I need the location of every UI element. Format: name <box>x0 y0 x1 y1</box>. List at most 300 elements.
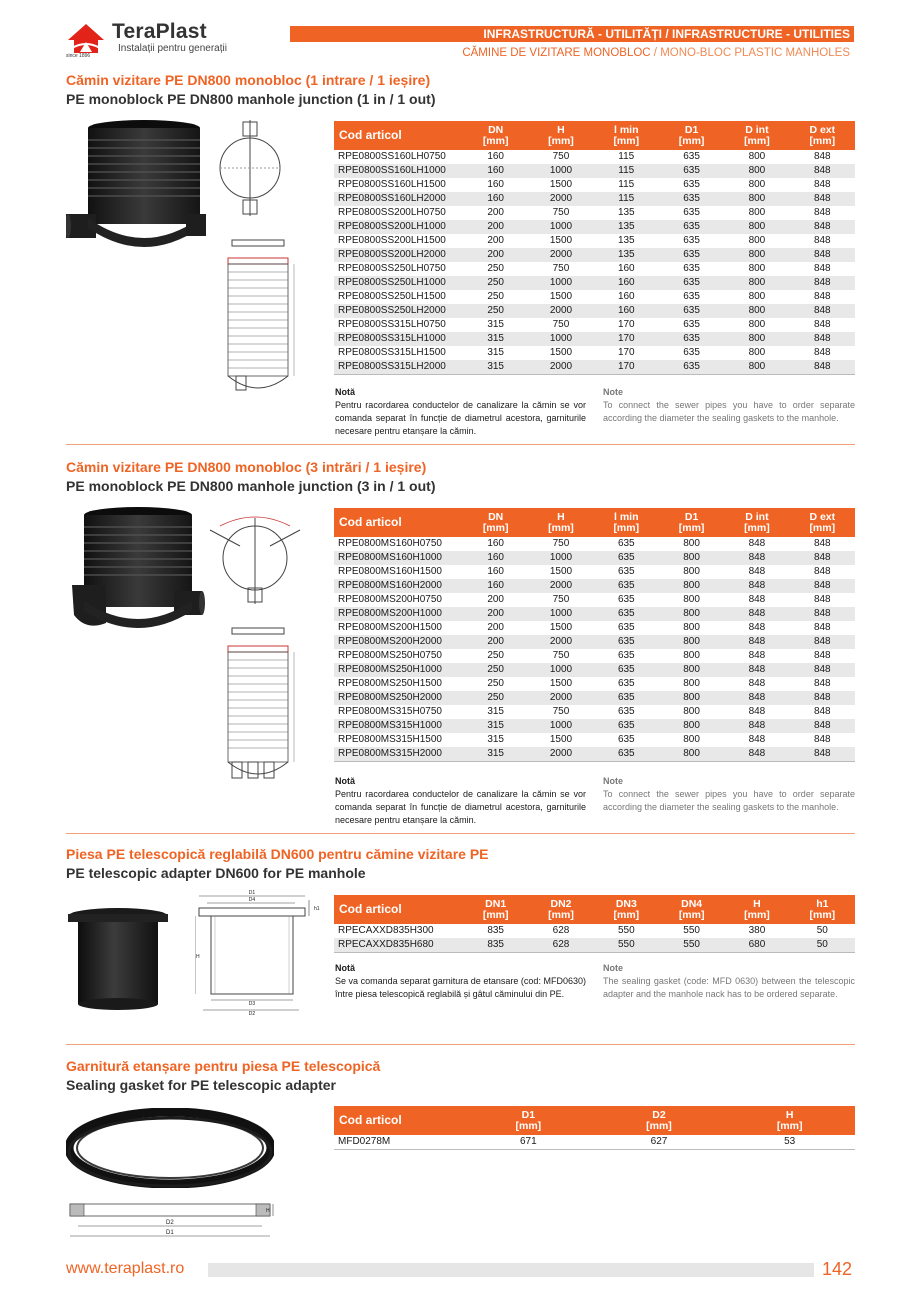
cell-value: 848 <box>790 635 855 649</box>
cell-value: 315 <box>487 347 504 358</box>
cell-value: 380 <box>748 925 766 936</box>
cell-article-code: RPE0800SS160LH1000 <box>334 164 463 178</box>
cell-value: 848 <box>813 291 831 302</box>
cell-value: 800 <box>683 566 700 577</box>
sealing-gasket-photo <box>66 1108 274 1193</box>
cell-value: 635 <box>594 747 659 762</box>
cell-value: 1500 <box>549 566 573 577</box>
cell-value: 800 <box>659 635 724 649</box>
cell-value: 800 <box>659 551 724 565</box>
col-header: D int [mm] <box>724 508 789 537</box>
cell-article-code: RPE0800MS160H0750 <box>338 538 442 549</box>
col-header: l min [mm] <box>594 508 659 537</box>
cell-value: 1000 <box>528 276 593 290</box>
cell-value: 315 <box>463 332 528 346</box>
cell-value: 848 <box>790 579 855 593</box>
cell-value: 115 <box>618 151 635 162</box>
table-row <box>334 691 855 705</box>
table-row <box>334 150 855 164</box>
cell-article-code: RPE0800SS160LH2000 <box>334 192 463 206</box>
cell-value: 848 <box>813 650 831 661</box>
cell-value: 671 <box>463 1135 594 1150</box>
cell-value: 635 <box>659 276 724 290</box>
cell-value: 1000 <box>528 164 593 178</box>
dim-label: D4 <box>248 897 256 903</box>
cell-article-code: RPE0800MS315H2000 <box>334 747 463 762</box>
cell-value: 848 <box>748 594 766 605</box>
cell-article-code: RPE0800MS200H0750 <box>338 594 442 605</box>
cell-value: 1500 <box>549 235 573 246</box>
cell-value: 848 <box>724 635 789 649</box>
cell-value: 635 <box>659 304 724 318</box>
cell-value: 848 <box>748 650 766 661</box>
cell-value: 800 <box>659 663 724 677</box>
cell-value: 848 <box>790 719 855 733</box>
cell-value: 635 <box>617 566 635 577</box>
cell-value: 800 <box>748 207 766 218</box>
cell-article-code: RPE0800MS160H1500 <box>338 566 442 577</box>
cell-value: 848 <box>724 663 789 677</box>
cell-value: 750 <box>552 263 570 274</box>
cell-value: 135 <box>617 235 635 246</box>
cell-value: 848 <box>813 594 831 605</box>
cell-article-code: RPE0800MS250H2000 <box>334 691 463 705</box>
cell-value: 160 <box>487 566 504 577</box>
cell-value: 800 <box>748 263 766 274</box>
cell-value: 1500 <box>549 734 573 745</box>
dim-label: D2 <box>166 1220 174 1226</box>
cell-value: 635 <box>683 263 700 274</box>
col-header-code: Cod articol <box>334 508 463 537</box>
cell-value: 848 <box>724 551 789 565</box>
table-row <box>334 607 855 621</box>
cell-value: 800 <box>683 538 700 549</box>
cell-value: 550 <box>683 925 700 936</box>
cell-value: 200 <box>463 607 528 621</box>
cell-value: 200 <box>487 594 504 605</box>
cell-value: 635 <box>594 719 659 733</box>
col-header: H [mm] <box>724 895 789 924</box>
cell-value: 848 <box>748 622 766 633</box>
cell-article-code: RPE0800MS250H0750 <box>338 650 442 661</box>
cell-value: 848 <box>748 734 766 745</box>
manhole-3in1out-top-drawing <box>200 508 310 613</box>
col-header-code: Cod articol <box>334 1106 463 1135</box>
cell-article-code: RPE0800SS250LH1000 <box>334 276 463 290</box>
cell-value: 750 <box>552 538 570 549</box>
note-ro: Notă Pentru racordarea conductelor de canalizare la cămin se vor comanda separat în funcție de diametrul acestora, garniturile necesare pentru etanșare la cămin. <box>335 776 586 825</box>
cell-value: 50 <box>816 925 828 936</box>
cell-value: 800 <box>659 747 724 762</box>
table-row <box>334 276 855 290</box>
cell-value: 800 <box>683 734 700 745</box>
table-row <box>334 747 855 762</box>
table-row <box>334 621 855 635</box>
cell-value: 635 <box>683 207 700 218</box>
note-ro: Notă Se va comanda separat garnitura de etansare (cod: MFD0630) între piesa telescopică reglabilă și gâtul căminului din PE. <box>335 963 586 999</box>
cell-article-code: RPE0800SS315LH2000 <box>334 360 463 375</box>
table-row <box>334 579 855 593</box>
cell-value: 2000 <box>528 691 593 705</box>
col-header: H [mm] <box>528 508 593 537</box>
section-subtitle: Sealing gasket for PE telescopic adapter <box>66 1077 336 1093</box>
cell-article-code: RPE0800MS250H1000 <box>334 663 463 677</box>
cell-value: 2000 <box>528 360 593 375</box>
cell-value: 800 <box>724 248 789 262</box>
cell-value: 800 <box>683 594 700 605</box>
cell-value: 250 <box>487 650 504 661</box>
cell-value: 800 <box>659 607 724 621</box>
cell-value: 635 <box>617 650 635 661</box>
cell-value: 848 <box>813 319 831 330</box>
cell-article-code: RPECAXXD835H300 <box>338 925 434 936</box>
cell-article-code: RPE0800SS250LH2000 <box>334 304 463 318</box>
cell-value: 135 <box>594 220 659 234</box>
table-row <box>334 290 855 304</box>
note-ro: Notă Pentru racordarea conductelor de canalizare la cămin se vor comanda separat în funcție de diametrul acestora, garniturile necesare pentru etanșare la cămin. <box>335 387 586 436</box>
cell-article-code: RPE0800MS315H1000 <box>334 719 463 733</box>
brand-tagline: Instalații pentru generații <box>118 43 227 54</box>
logo-house-icon <box>66 22 106 54</box>
col-header: D ext [mm] <box>790 121 855 150</box>
col-header: DN1 [mm] <box>463 895 528 924</box>
cell-article-code: MFD0278M <box>334 1135 463 1150</box>
section-subtitle: PE monoblock PE DN800 manhole junction (3 in / 1 out) <box>66 478 436 494</box>
cell-value: 800 <box>683 678 700 689</box>
cell-article-code: RPE0800MS250H1500 <box>338 678 442 689</box>
cell-value: 848 <box>790 304 855 318</box>
cell-value: 635 <box>617 678 635 689</box>
dim-label: D1 <box>166 1230 174 1236</box>
cell-article-code: RPE0800SS160LH1500 <box>338 179 446 190</box>
cell-value: 800 <box>724 220 789 234</box>
col-header: h1 [mm] <box>790 895 855 924</box>
cell-value: 848 <box>790 360 855 375</box>
table-row <box>334 346 855 360</box>
table-row <box>334 332 855 346</box>
manhole-3in1out-side-drawing <box>218 626 308 796</box>
section-divider <box>66 833 855 834</box>
cell-value: 800 <box>683 622 700 633</box>
col-header-code: Cod articol <box>334 121 463 150</box>
cell-value: 1000 <box>528 551 593 565</box>
cell-value: 800 <box>748 235 766 246</box>
table-telescopic-adapter <box>334 895 855 953</box>
cell-value: 750 <box>552 650 570 661</box>
cell-article-code: RPE0800MS315H0750 <box>338 706 442 717</box>
cell-value: 848 <box>790 248 855 262</box>
cell-value: 1000 <box>528 220 593 234</box>
note-en: Note The sealing gasket (code: MFD 0630) between the telescopic adapter and the manhole nack has to be ordered separate. <box>603 963 855 999</box>
cell-value: 635 <box>594 691 659 705</box>
col-header: DN2 [mm] <box>528 895 593 924</box>
cell-value: 800 <box>659 579 724 593</box>
table-row <box>334 924 855 938</box>
cell-value: 800 <box>748 347 766 358</box>
table-row <box>334 1135 855 1150</box>
cell-value: 315 <box>463 719 528 733</box>
cell-article-code: RPE0800SS200LH0750 <box>338 207 446 218</box>
col-header: DN3 [mm] <box>594 895 659 924</box>
cell-article-code: RPE0800SS160LH0750 <box>338 151 446 162</box>
cell-value: 115 <box>618 179 635 190</box>
cell-value: 750 <box>552 207 570 218</box>
col-header: D ext [mm] <box>790 508 855 537</box>
cell-value: 635 <box>683 347 700 358</box>
cell-value: 160 <box>594 304 659 318</box>
table-row <box>334 663 855 677</box>
dim-label: H <box>196 954 200 960</box>
cell-article-code: RPECAXXD835H680 <box>334 938 463 953</box>
cell-value: 848 <box>790 691 855 705</box>
note-en: Note To connect the sewer pipes you have to order separate according the diameter the sealing gaskets to the manhole. <box>603 387 855 423</box>
cell-article-code: RPE0800SS200LH2000 <box>334 248 463 262</box>
table-manhole-1in1out <box>334 121 855 375</box>
cell-value: 848 <box>813 678 831 689</box>
table-row <box>334 677 855 691</box>
category-bar: INFRASTRUCTURĂ - UTILITĂȚI / INFRASTRUCTURE - UTILITIES <box>290 26 854 42</box>
cell-value: 848 <box>790 747 855 762</box>
cell-value: 680 <box>724 938 789 953</box>
cell-value: 800 <box>659 719 724 733</box>
cell-value: 250 <box>463 304 528 318</box>
col-header: l min [mm] <box>594 121 659 150</box>
cell-value: 160 <box>463 579 528 593</box>
cell-value: 848 <box>813 235 831 246</box>
cell-value: 800 <box>748 179 766 190</box>
cell-value: 250 <box>463 276 528 290</box>
cell-value: 250 <box>463 663 528 677</box>
cell-article-code: RPE0800SS250LH1500 <box>338 291 446 302</box>
dim-label: h1 <box>314 906 320 912</box>
cell-value: 848 <box>790 607 855 621</box>
section-divider <box>66 1044 855 1045</box>
cell-value: 200 <box>487 622 504 633</box>
table-row <box>334 360 855 375</box>
cell-value: 848 <box>748 706 766 717</box>
cell-value: 160 <box>617 291 635 302</box>
cell-value: 635 <box>659 192 724 206</box>
table-row <box>334 248 855 262</box>
cell-value: 1000 <box>528 663 593 677</box>
cell-value: 800 <box>659 691 724 705</box>
cell-value: 848 <box>790 551 855 565</box>
cell-value: 848 <box>813 538 831 549</box>
table-row <box>334 220 855 234</box>
cell-value: 835 <box>463 938 528 953</box>
col-header: D2 [mm] <box>594 1106 725 1135</box>
cell-value: 2000 <box>528 192 593 206</box>
table-row <box>334 164 855 178</box>
telescopic-adapter-photo <box>66 906 170 1017</box>
cell-value: 800 <box>724 192 789 206</box>
table-row <box>334 262 855 276</box>
cell-value: 1000 <box>528 607 593 621</box>
table-row <box>334 649 855 663</box>
table-row <box>334 705 855 719</box>
footer-website-link[interactable]: www.teraplast.ro <box>66 1260 185 1277</box>
cell-value: 848 <box>813 622 831 633</box>
cell-value: 635 <box>594 607 659 621</box>
cell-value: 170 <box>617 347 635 358</box>
cell-value: 2000 <box>528 635 593 649</box>
cell-value: 848 <box>748 678 766 689</box>
cell-value: 160 <box>463 192 528 206</box>
col-header: DN4 [mm] <box>659 895 724 924</box>
table-manhole-3in1out <box>334 508 855 762</box>
cell-value: 848 <box>748 566 766 577</box>
cell-value: 160 <box>463 164 528 178</box>
cell-value: 250 <box>487 678 504 689</box>
cell-value: 800 <box>724 164 789 178</box>
cell-value: 835 <box>487 925 504 936</box>
cell-article-code: RPE0800SS200LH1000 <box>334 220 463 234</box>
cell-value: 848 <box>813 179 831 190</box>
cell-value: 635 <box>617 594 635 605</box>
col-header: D int [mm] <box>724 121 789 150</box>
cell-value: 170 <box>617 319 635 330</box>
section-subtitle: PE monoblock PE DN800 manhole junction (1 in / 1 out) <box>66 91 436 107</box>
cell-value: 315 <box>487 319 504 330</box>
col-header: H [mm] <box>724 1106 855 1135</box>
cell-value: 628 <box>552 925 570 936</box>
cell-article-code: RPE0800MS200H1000 <box>334 607 463 621</box>
cell-value: 800 <box>683 650 700 661</box>
cell-value: 848 <box>724 747 789 762</box>
footer-bar <box>208 1263 814 1277</box>
cell-value: 848 <box>790 192 855 206</box>
cell-value: 550 <box>617 925 635 936</box>
cell-value: 635 <box>659 220 724 234</box>
dim-label: D3 <box>248 1001 256 1007</box>
cell-value: 170 <box>594 360 659 375</box>
cell-article-code: RPE0800SS315LH0750 <box>338 319 446 330</box>
cell-value: 800 <box>724 332 789 346</box>
cell-value: 315 <box>463 360 528 375</box>
cell-value: 135 <box>617 207 635 218</box>
section-title: Cămin vizitare PE DN800 monobloc (3 intrări / 1 ieșire) <box>66 459 427 475</box>
cell-article-code: RPE0800SS250LH0750 <box>338 263 446 274</box>
table-row <box>334 234 855 248</box>
manhole-1in1out-top-drawing <box>215 120 285 225</box>
table-sealing-gasket <box>334 1106 855 1150</box>
cell-value: 550 <box>659 938 724 953</box>
cell-value: 848 <box>748 538 766 549</box>
cell-value: 2000 <box>528 747 593 762</box>
section-title: Cămin vizitare PE DN800 monobloc (1 intrare / 1 ieșire) <box>66 72 431 88</box>
cell-value: 315 <box>487 734 504 745</box>
cell-value: 800 <box>683 706 700 717</box>
cell-value: 800 <box>724 360 789 375</box>
cell-value: 635 <box>659 360 724 375</box>
cell-value: 635 <box>617 734 635 745</box>
cell-value: 115 <box>594 192 659 206</box>
cell-value: 200 <box>463 635 528 649</box>
telescopic-adapter-drawing <box>195 888 325 1025</box>
cell-value: 160 <box>594 276 659 290</box>
cell-value: 135 <box>594 248 659 262</box>
cell-value: 1500 <box>549 347 573 358</box>
table-row <box>334 178 855 192</box>
section-subtitle: PE telescopic adapter DN600 for PE manhole <box>66 865 366 881</box>
cell-value: 848 <box>724 719 789 733</box>
col-header: D1 [mm] <box>463 1106 594 1135</box>
table-row <box>334 733 855 747</box>
cell-value: 848 <box>813 734 831 745</box>
cell-value: 160 <box>487 538 504 549</box>
table-row <box>334 593 855 607</box>
cell-value: 200 <box>463 248 528 262</box>
cell-value: 628 <box>528 938 593 953</box>
cell-value: 635 <box>683 151 700 162</box>
section-divider <box>66 444 855 445</box>
table-row <box>334 719 855 733</box>
cell-value: 1500 <box>549 678 573 689</box>
cell-value: 635 <box>594 663 659 677</box>
cell-article-code: RPE0800MS200H1500 <box>338 622 442 633</box>
cell-value: 635 <box>683 235 700 246</box>
cell-value: 115 <box>594 164 659 178</box>
col-header: H [mm] <box>528 121 593 150</box>
cell-value: 750 <box>552 594 570 605</box>
cell-value: 848 <box>790 164 855 178</box>
cell-article-code: RPE0800SS315LH1500 <box>338 347 446 358</box>
col-header: DN [mm] <box>463 121 528 150</box>
cell-value: 627 <box>594 1135 725 1150</box>
cell-value: 1500 <box>549 622 573 633</box>
cell-value: 160 <box>463 551 528 565</box>
cell-value: 200 <box>487 235 504 246</box>
cell-value: 2000 <box>528 579 593 593</box>
cell-value: 800 <box>748 319 766 330</box>
cell-value: 635 <box>594 635 659 649</box>
section-title: Garnitură etanșare pentru piesa PE telescopică <box>66 1058 381 1074</box>
col-header: D1 [mm] <box>659 121 724 150</box>
cell-value: 200 <box>463 220 528 234</box>
col-header-code: Cod articol <box>334 895 463 924</box>
category-subheading: CĂMINE DE VIZITARE MONOBLOC / MONO-BLOC PLASTIC MANHOLES <box>462 47 850 59</box>
cell-value: 2000 <box>528 304 593 318</box>
cell-value: 1500 <box>549 179 573 190</box>
cell-value: 750 <box>552 319 570 330</box>
dim-label: D2 <box>248 1011 256 1017</box>
cell-article-code: RPE0800MS160H2000 <box>334 579 463 593</box>
table-row <box>334 537 855 551</box>
table-row <box>334 565 855 579</box>
cell-value: 800 <box>724 276 789 290</box>
dim-label: D1 <box>248 890 256 896</box>
cell-value: 848 <box>813 263 831 274</box>
cell-value: 750 <box>552 151 570 162</box>
cell-value: 635 <box>659 164 724 178</box>
cell-article-code: RPE0800MS200H2000 <box>334 635 463 649</box>
cell-value: 848 <box>790 663 855 677</box>
cell-value: 550 <box>594 938 659 953</box>
cell-value: 635 <box>617 538 635 549</box>
cell-value: 1000 <box>528 719 593 733</box>
cell-value: 250 <box>487 291 504 302</box>
cell-value: 848 <box>813 566 831 577</box>
table-row <box>334 192 855 206</box>
cell-value: 635 <box>659 248 724 262</box>
cell-article-code: RPE0800SS200LH1500 <box>338 235 446 246</box>
cell-value: 848 <box>813 706 831 717</box>
cell-value: 848 <box>790 220 855 234</box>
cell-value: 315 <box>487 706 504 717</box>
cell-value: 848 <box>790 332 855 346</box>
cell-value: 635 <box>617 706 635 717</box>
cell-value: 848 <box>724 579 789 593</box>
